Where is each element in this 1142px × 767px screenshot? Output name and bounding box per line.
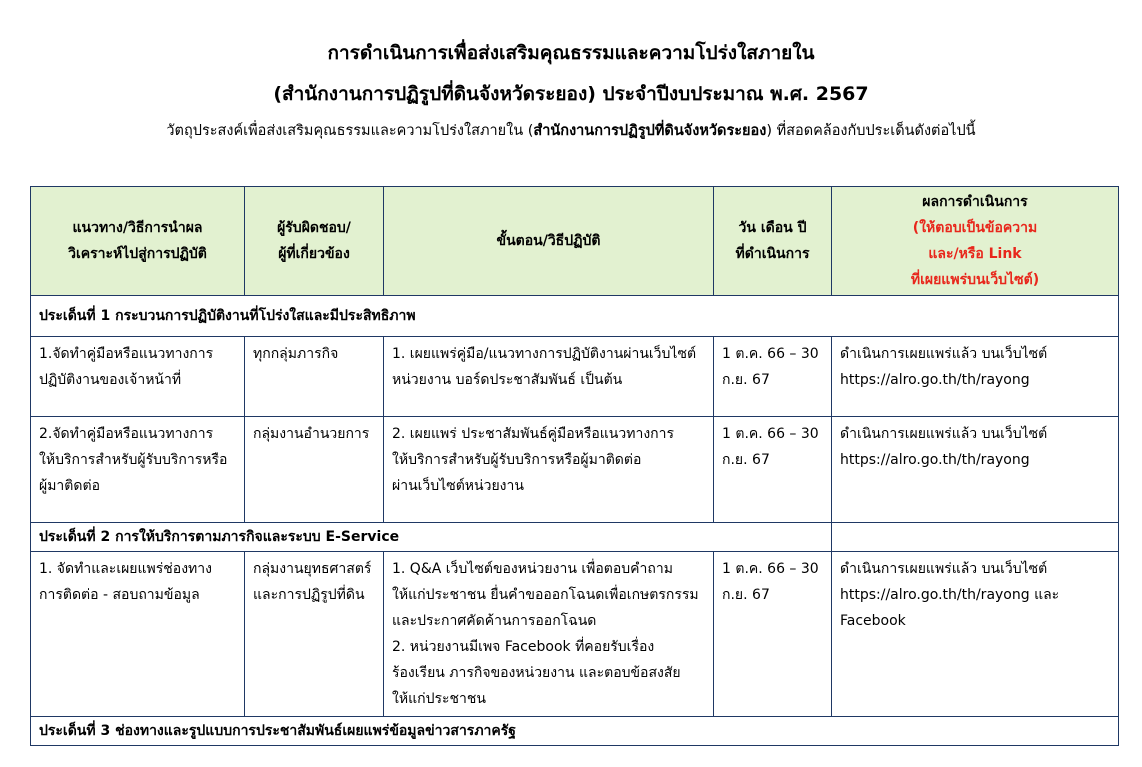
cell-text: ปฏิบัติงานของเจ้าหน้าที่ [39, 372, 182, 388]
cell-text: กลุ่มงานยุทธศาสตร์ [253, 561, 372, 577]
header-approach-line2: วิเคราะห์ไปสู่การปฏิบัติ [68, 246, 207, 262]
table-header-row [31, 187, 1119, 296]
header-date-line2: ที่ดำเนินการ [735, 246, 810, 262]
result-cell [832, 337, 1119, 417]
header-date [714, 187, 832, 296]
cell-text: ผ่านเว็บไซต์หน่วยงาน [392, 478, 524, 494]
issue-2-heading: ประเด็นที่ 2 การให้บริการตามภารกิจและระบบ E-Service [31, 523, 832, 552]
date-cell [714, 337, 832, 417]
header-result [832, 187, 1119, 296]
cell-text: ผู้มาติดต่อ [39, 478, 100, 494]
approach-cell [31, 417, 245, 523]
cell-text: ก.ย. 67 [722, 372, 770, 388]
cell-text: 1 ต.ค. 66 – 30 [722, 346, 819, 362]
header-date-line1: วัน เดือน ปี [738, 220, 807, 236]
header-owner-line2: ผู้ที่เกี่ยวข้อง [278, 246, 350, 262]
cell-text: ทุกกลุ่มภารกิจ [253, 346, 339, 362]
header-result-line1: ผลการดำเนินการ [922, 194, 1028, 210]
result-cell [832, 552, 1119, 717]
steps-cell [384, 337, 714, 417]
cell-text: 1 ต.ค. 66 – 30 [722, 561, 819, 577]
table-row [31, 417, 1119, 523]
table-row [31, 552, 1119, 717]
date-cell [714, 417, 832, 523]
objective-text [0, 119, 1142, 142]
cell-text: ให้แก่ประชาชน [392, 691, 486, 707]
document-subtitle-agency: (สำนักงานการปฏิรูปที่ดินจังหวัดระยอง) ประจำปีงบประมาณ พ.ศ. 2567 [273, 83, 869, 105]
issue-row-2 [31, 523, 1119, 552]
owner-cell [245, 552, 384, 717]
cell-text: 1. จัดทำและเผยแพร่ช่องทาง [39, 561, 212, 577]
issue-row-3 [31, 717, 1119, 746]
result-link[interactable]: https://alro.go.th/th/rayong [840, 372, 1030, 388]
cell-text: หน่วยงาน บอร์ดประชาสัมพันธ์ เป็นต้น [392, 372, 623, 388]
cell-text: 1.จัดทำคู่มือหรือแนวทางการ [39, 346, 214, 362]
issue-2-empty-cell [832, 523, 1119, 552]
cell-text: 1. เผยแพร่คู่มือ/แนวทางการปฏิบัติงานผ่านเว็บไซต์ [392, 346, 697, 362]
owner-cell [245, 417, 384, 523]
steps-cell [384, 552, 714, 717]
objective-suffix: ) ที่สอดคล้องกับประเด็นดังต่อไปนี้ [766, 123, 976, 139]
cell-text: ดำเนินการเผยแพร่แล้ว บนเว็บไซต์ [840, 561, 1048, 577]
cell-text: และการปฏิรูปที่ดิน [253, 587, 365, 603]
issue-row-1 [31, 296, 1119, 337]
header-result-note3: ที่เผยแพร่บนเว็บไซต์) [910, 272, 1040, 288]
result-link[interactable]: https://alro.go.th/th/rayong [840, 452, 1030, 468]
issue-3-heading: ประเด็นที่ 3 ช่องทางและรูปแบบการประชาสัมพันธ์เผยแพร่ข้อมูลข่าวสารภาครัฐ [31, 717, 1119, 746]
objective-agency: สำนักงานการปฏิรูปที่ดินจังหวัดระยอง [533, 123, 767, 139]
header-owner [245, 187, 384, 296]
cell-text: ร้องเรียน ภารกิจของหน่วยงาน และตอบข้อสงสัย [392, 665, 681, 681]
header-steps: ขั้นตอน/วิธีปฏิบัติ [384, 187, 714, 296]
date-cell [714, 552, 832, 717]
cell-text: ดำเนินการเผยแพร่แล้ว บนเว็บไซต์ [840, 346, 1048, 362]
cell-text: ก.ย. 67 [722, 452, 770, 468]
cell-text: ดำเนินการเผยแพร่แล้ว บนเว็บไซต์ [840, 426, 1048, 442]
cell-text: ให้บริการสำหรับผู้รับบริการหรือผู้มาติดต่อ [392, 452, 642, 468]
cell-text: และประกาศคัดค้านการออกโฉนด [392, 613, 597, 629]
header-approach [31, 187, 245, 296]
header-owner-line1: ผู้รับผิดชอบ/ [277, 220, 351, 236]
action-plan-table [30, 186, 1119, 746]
header-result-note1: (ให้ตอบเป็นข้อความ [912, 220, 1038, 236]
header-approach-line1: แนวทาง/วิธีการนำผล [72, 220, 203, 236]
cell-text: การติดต่อ - สอบถามข้อมูล [39, 587, 200, 603]
steps-cell [384, 417, 714, 523]
cell-text: 2.จัดทำคู่มือหรือแนวทางการ [39, 426, 214, 442]
cell-text: 2. เผยแพร่ ประชาสัมพันธ์คู่มือหรือแนวทางการ [392, 426, 675, 442]
issue-1-heading: ประเด็นที่ 1 กระบวนการปฏิบัติงานที่โปร่งใสและมีประสิทธิภาพ [31, 296, 1119, 337]
cell-text: ก.ย. 67 [722, 587, 770, 603]
approach-cell [31, 337, 245, 417]
cell-text: 1. Q&A เว็บไซต์ของหน่วยงาน เพื่อตอบคำถาม [392, 561, 673, 577]
cell-text: 2. หน่วยงานมีเพจ Facebook ที่คอยรับเรื่อง [392, 639, 655, 655]
result-link[interactable]: https://alro.go.th/th/rayong และ [840, 587, 1060, 603]
cell-text: Facebook [840, 613, 906, 629]
table-row [31, 337, 1119, 417]
objective-prefix: วัตถุประสงค์เพื่อส่งเสริมคุณธรรมและความโปร่งใสภายใน ( [166, 123, 534, 139]
cell-text: ให้บริการสำหรับผู้รับบริการหรือ [39, 452, 228, 468]
cell-text: ให้แก่ประชาชน ยื่นคำขอออกโฉนดเพื่อเกษตรกรรม [392, 587, 699, 603]
cell-text: กลุ่มงานอำนวยการ [253, 426, 370, 442]
owner-cell [245, 337, 384, 417]
header-result-note2: และ/หรือ Link [928, 246, 1022, 262]
result-cell [832, 417, 1119, 523]
approach-cell [31, 552, 245, 717]
cell-text: 1 ต.ค. 66 – 30 [722, 426, 819, 442]
document-title: การดำเนินการเพื่อส่งเสริมคุณธรรมและความโปร่งใสภายใน [327, 42, 815, 64]
